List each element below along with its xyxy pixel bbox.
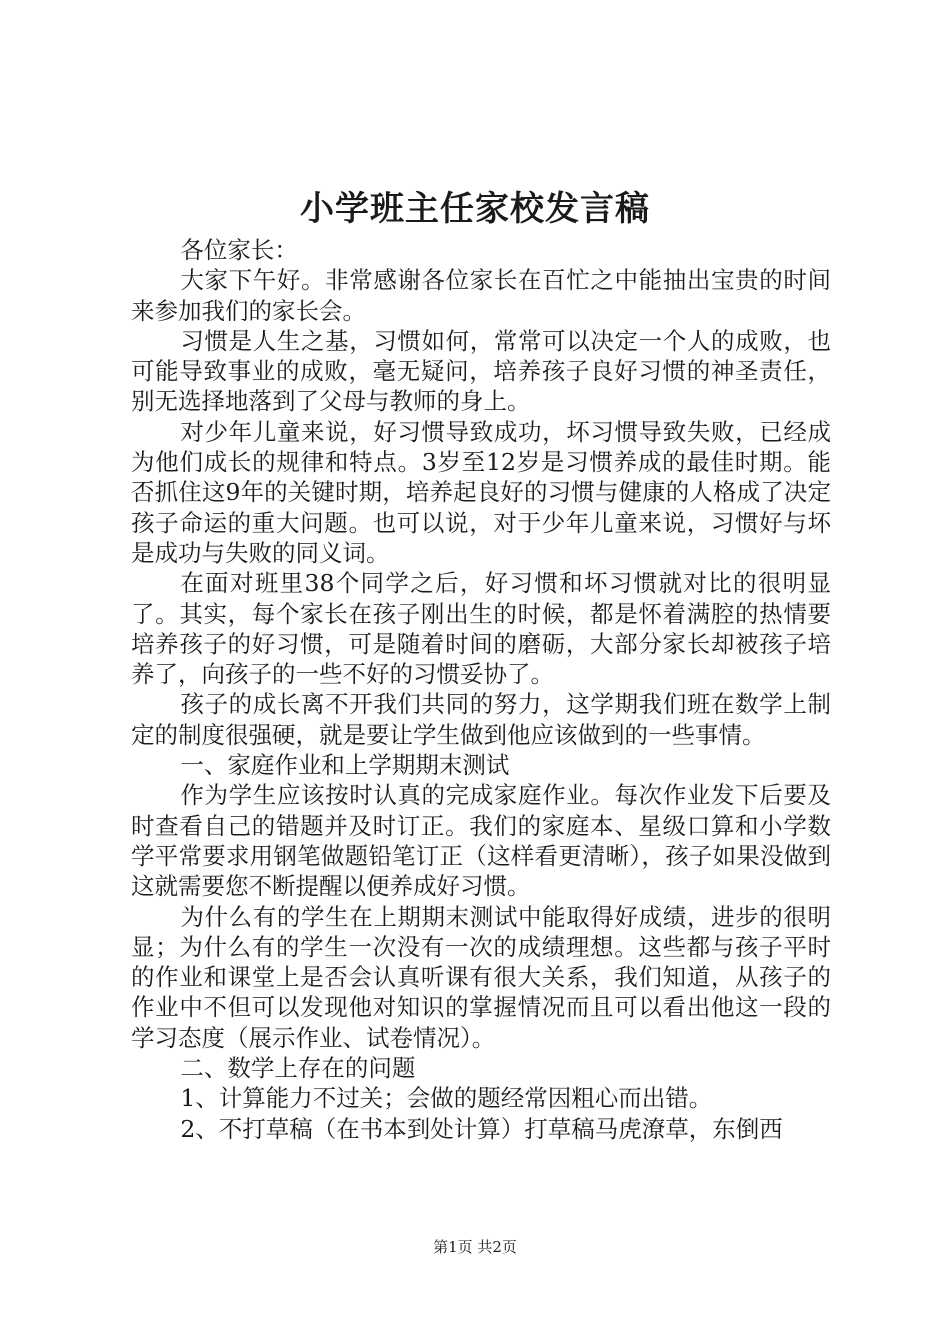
- document-title: 小学班主任家校发言稿: [300, 189, 650, 229]
- document-body: [131, 235, 831, 1144]
- paragraph-effort: 孩子的成长离不开我们共同的努力，这学期我们班在数学上制定的制度很强硬，就是要让学生做到他应该做到的一些事情。: [131, 690, 831, 749]
- paragraph-homework: 作为学生应该按时认真的完成家庭作业。每次作业发下后要及时查看自己的错题并及时订正。我们的家庭本、星级口算和小学数学平常要求用钢笔做题铅笔订正（这样看更清晰），孩子如果没做到这就需要您不断提醒以便养成好习惯。: [131, 781, 831, 901]
- list-item-draft: 2、不打草稿（在书本到处计算）打草稿马虎潦草，东倒西: [180, 1114, 783, 1143]
- paragraph-welcome: 大家下午好。非常感谢各位家长在百忙之中能抽出宝贵的时间来参加我们的家长会。: [131, 266, 831, 325]
- paragraph-greeting: 各位家长：: [180, 236, 298, 264]
- paragraph-children: 对少年儿童来说，好习惯导致成功，坏习惯导致失败，已经成为他们成长的规律和特点。3岁至12岁是习惯养成的最佳时期。能否抓住这9年的关键时期，培养起良好的习惯与健康的人格成了决定孩子命运的重大问题。也可以说，对于少年儿童来说，习惯好与坏是成功与失败的同义词。: [131, 417, 831, 567]
- paragraph-habits: 习惯是人生之基，习惯如何，常常可以决定一个人的成败，也可能导致事业的成败，毫无疑问，培养孩子良好习惯的神圣责任，别无选择地落到了父母与教师的身上。: [131, 326, 831, 416]
- section-heading-problems: 二、数学上存在的问题: [180, 1054, 416, 1083]
- paragraph-results: 为什么有的学生在上期期末测试中能取得好成绩，进步的很明显；为什么有的学生一次没有一次的成绩理想。这些都与孩子平时的作业和课堂上是否会认真听课有很大关系，我们知道，从孩子的作业中不但可以发现他对知识的掌握情况而且可以看出他这一段的学习态度（展示作业、试卷情况）。: [131, 902, 831, 1052]
- page-footer: 第1页 共2页: [433, 1238, 517, 1256]
- paragraph-class: 在面对班里38个同学之后，好习惯和坏习惯就对比的很明显了。其实，每个家长在孩子刚出生的时候，都是怀着满腔的热情要培养孩子的好习惯，可是随着时间的磨砺，大部分家长却被孩子培养了，向孩子的一些不好的习惯妥协了。: [131, 569, 831, 689]
- section-heading-homework: 一、家庭作业和上学期期末测试: [180, 751, 510, 780]
- list-item-calculation: 1、计算能力不过关；会做的题经常因粗心而出错。: [180, 1084, 713, 1113]
